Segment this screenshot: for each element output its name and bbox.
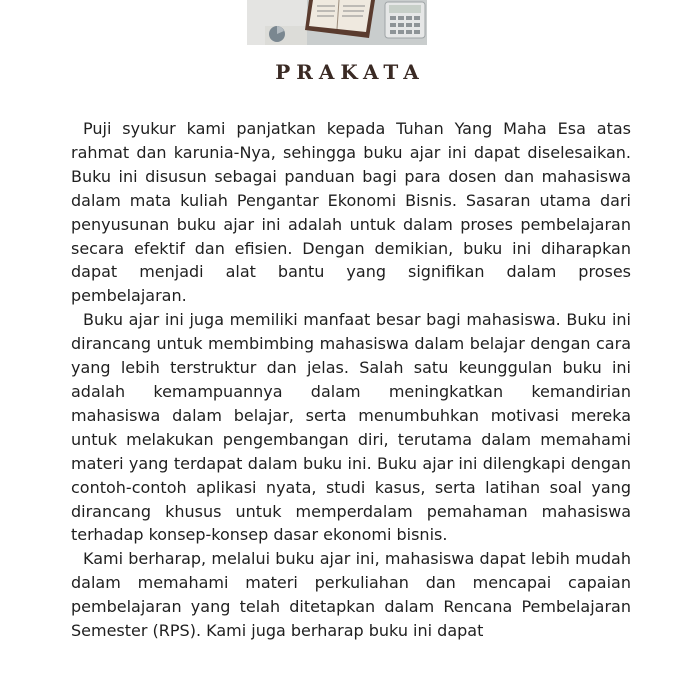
paragraph-2: Buku ajar ini juga memiliki manfaat besar bagi mahasiswa. Buku ini dirancang untuk membimbing mahasiswa dalam belajar dengan cara yang lebih terstruktur dan jelas. Salah satu keunggulan buku ini adalah kemampuannya dalam meningkatkan kemandirian mahasiswa dalam belajar, serta menumbuhkan motivasi mereka untuk melakukan pengembangan diri, terutama dalam memahami materi yang terdapat dalam buku ini. Buku ajar ini dilengkapi dengan contoh-contoh aplikasi nyata, studi kasus, serta latihan soal yang dirancang khusus untuk memperdalam pemahaman mahasiswa terhadap konsep-konsep dasar ekonomi bisnis. [71,310,631,545]
page-title: PRAKATA [275,60,425,84]
preface-body [71,117,631,643]
finance-illustration-icon [247,0,427,45]
paragraph-3: Kami berharap, melalui buku ajar ini, mahasiswa dapat lebih mudah dalam memahami materi perkuliahan dan mencapai capaian pembelajaran yang telah ditetapkan dalam Rencana Pembelajaran Semester (RPS). Kami juga berharap buku ini dapat [71,549,631,641]
header-photo [247,0,427,45]
paragraph-1: Puji syukur kami panjatkan kepada Tuhan Yang Maha Esa atas rahmat dan karunia-Nya, sehingga buku ajar ini dapat diselesaikan. Buku ini disusun sebagai panduan bagi para dosen dan mahasiswa dalam mata kuliah Pengantar Ekonomi Bisnis. Sasaran utama dari penyusunan buku ajar ini adalah untuk dalam proses pembelajaran secara efektif dan efisien. Dengan demikian, buku ini diharapkan dapat menjadi alat bantu yang signifikan dalam proses pembelajaran. [71,119,631,306]
